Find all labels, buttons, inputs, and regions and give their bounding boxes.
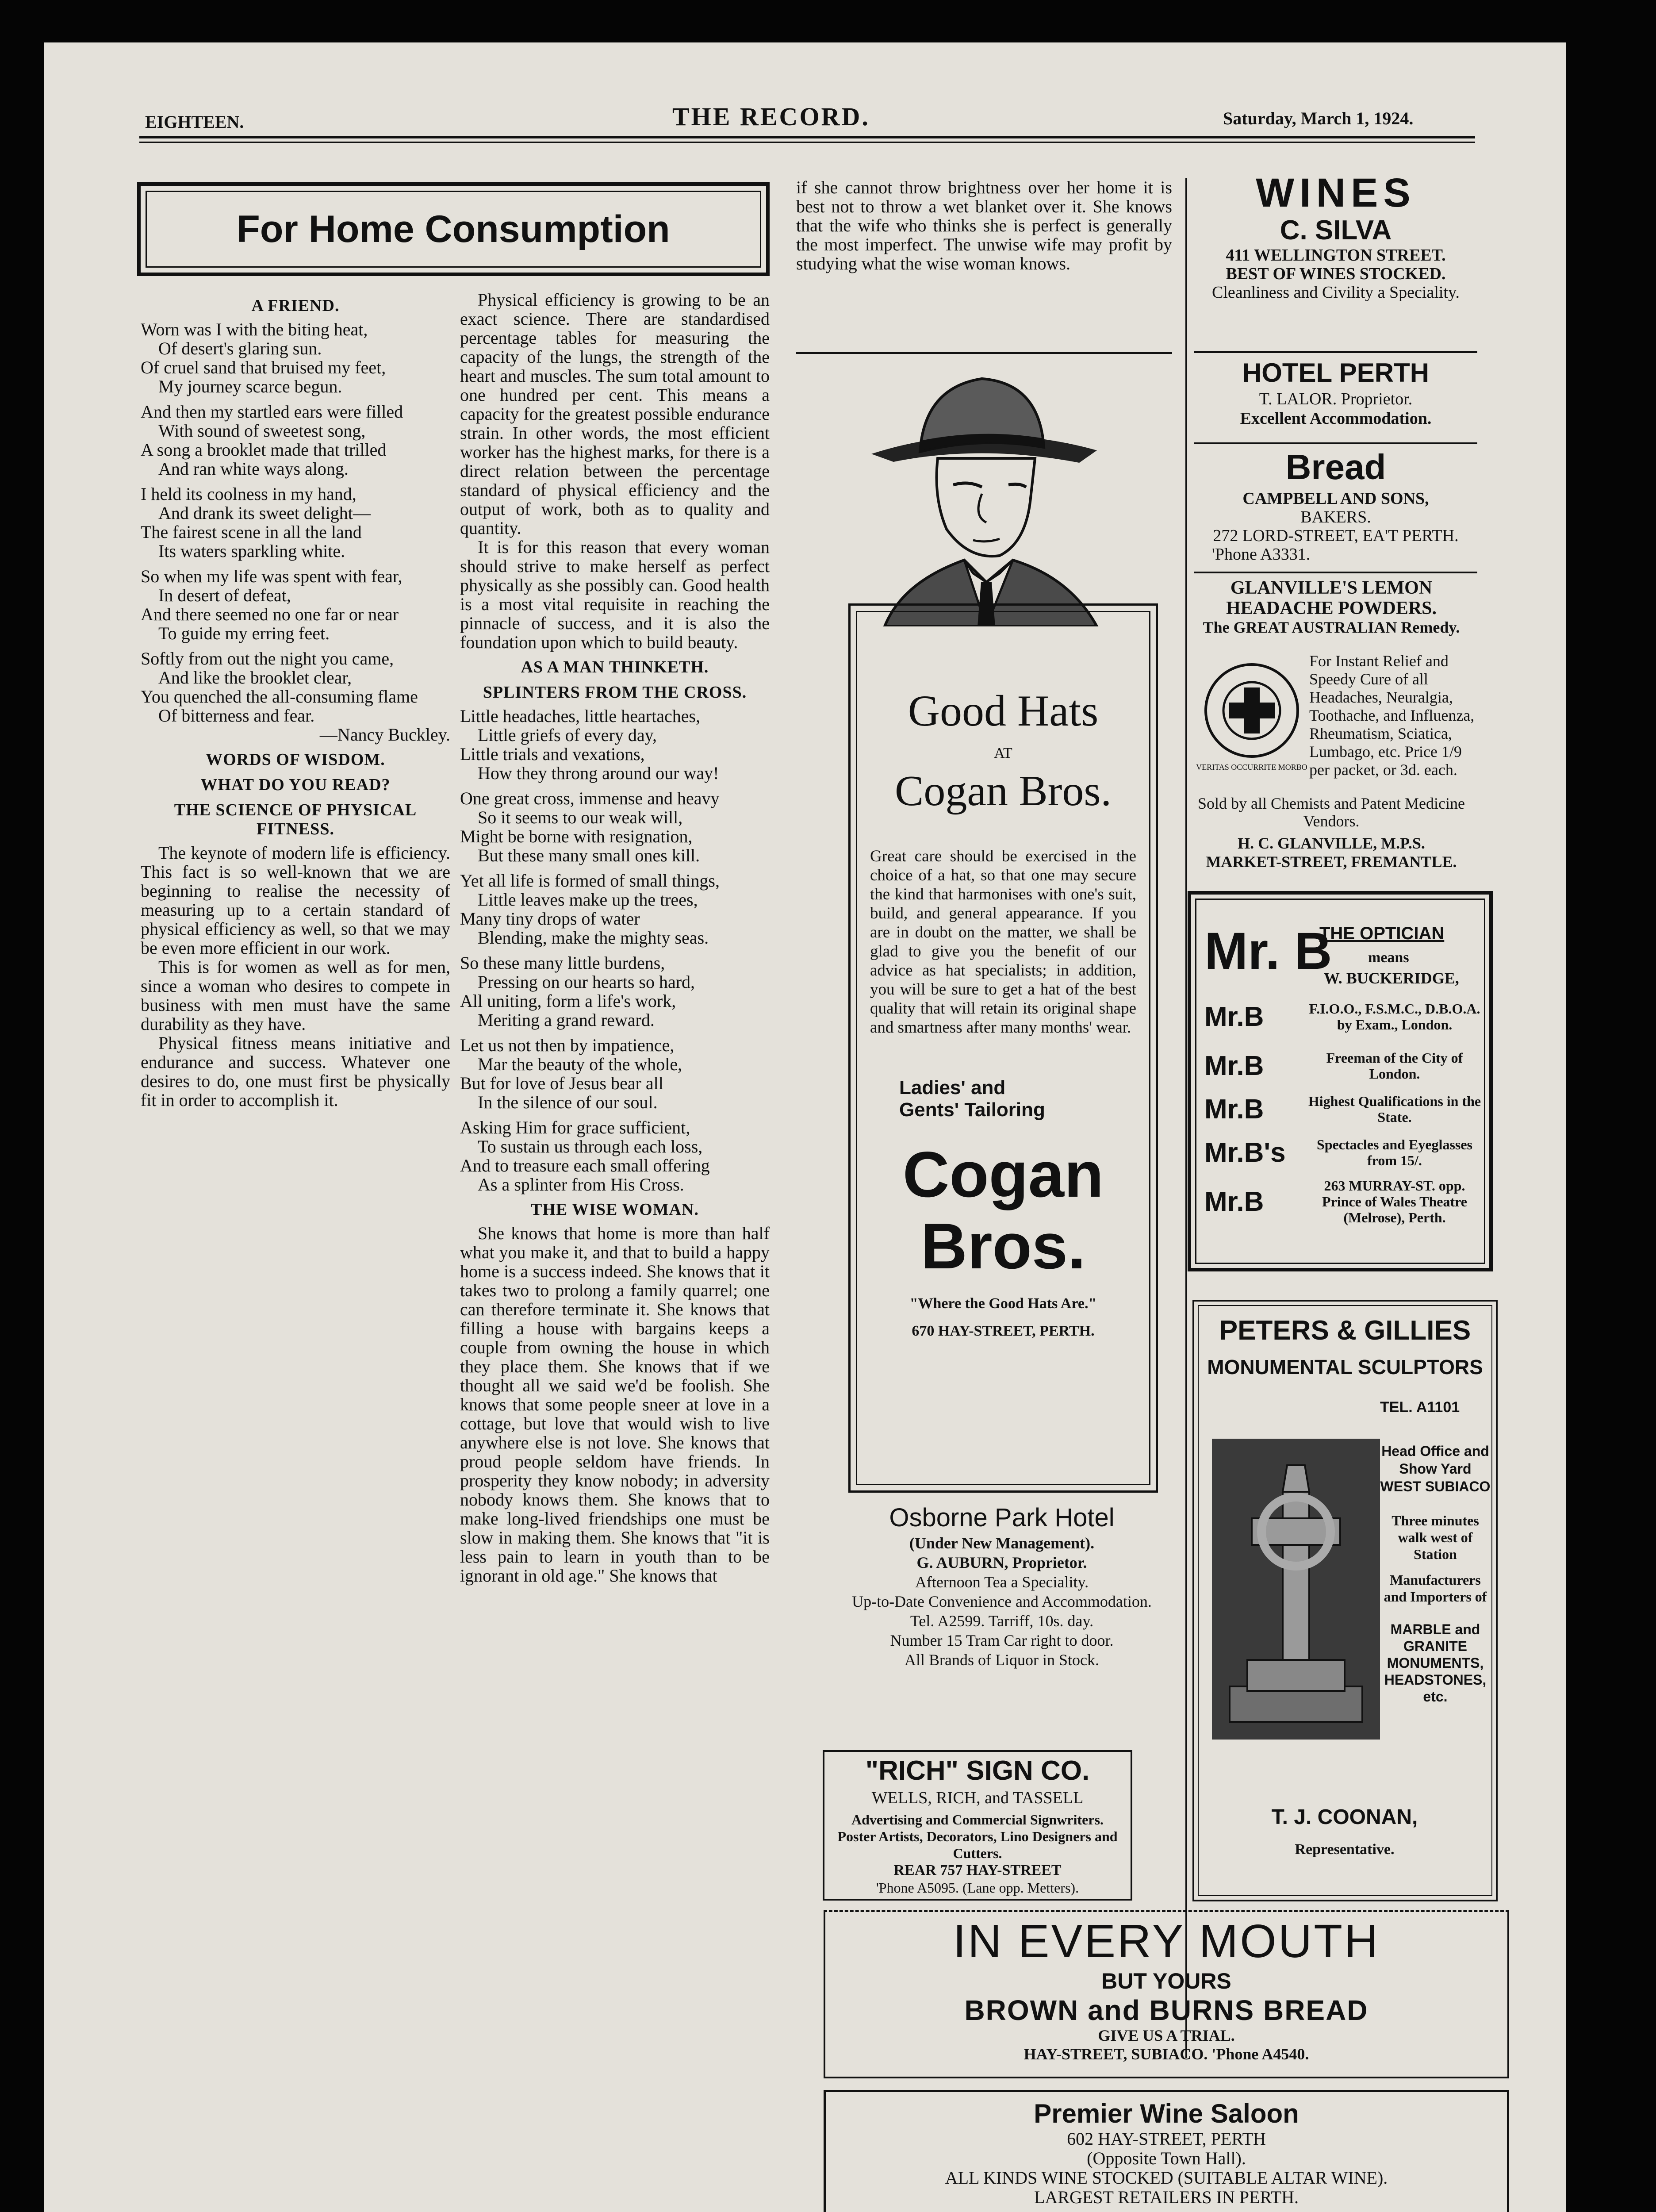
poem-line: So these many little burdens,: [460, 953, 665, 973]
big-name-line: Cogan: [902, 1138, 1104, 1210]
heading-splinters: SPLINTERS FROM THE CROSS.: [483, 683, 747, 702]
hotel-line: Tel. A2599. Tarriff, 10s. day.: [910, 1612, 1094, 1630]
peters-representative: T. J. COONAN,: [1271, 1805, 1418, 1829]
hotel-perth-ad: [1194, 357, 1477, 441]
optician-row: [1204, 1087, 1483, 1131]
medical-cross-seal-icon: [1203, 662, 1300, 759]
peters-subtitle: MONUMENTAL SCULPTORS: [1207, 1356, 1483, 1379]
wines-ad: [1194, 171, 1477, 348]
bread-line: BAKERS.: [1300, 508, 1371, 526]
poem-line: Little griefs of every day,: [478, 725, 657, 745]
sign-co-title: "RICH" SIGN CO.: [865, 1755, 1090, 1786]
premier-line: LARGEST RETAILERS IN PERTH.: [1034, 2187, 1299, 2207]
wines-title: WINES: [1256, 171, 1416, 215]
glanville-title: GLANVILLE'S LEMON: [1230, 578, 1433, 598]
poem-line: Many tiny drops of water: [460, 909, 640, 929]
poem-line: Pressing on our hearts so hard,: [478, 972, 695, 992]
sign-co-line: 'Phone A5095. (Lane opp. Metters).: [876, 1880, 1079, 1896]
wines-name: C. SILVA: [1280, 215, 1392, 246]
bread-line: 'Phone A3331.: [1212, 545, 1311, 564]
issue-date: Saturday, March 1, 1924.: [1223, 108, 1414, 128]
hotel-perth-line: T. LALOR. Proprietor.: [1259, 390, 1413, 408]
poem-line: As a splinter from His Cross.: [478, 1175, 684, 1194]
poem-line: So when my life was spent with fear,: [141, 566, 402, 586]
peters-line: Head Office and Show Yard WEST SUBIACO: [1380, 1443, 1491, 1494]
ad-at: AT: [994, 745, 1012, 761]
paragraph: Physical fitness means initiative and endurance and success. Whatever one desires to do, one must first be physically fit in order to accomplish it.: [141, 1033, 450, 1110]
section-title: For Home Consumption: [237, 208, 670, 250]
poem-line: Little headaches, little heartaches,: [460, 706, 701, 726]
optician-row-text: F.I.O.O., F.S.M.C., D.B.O.A. by Exam., London.: [1309, 1001, 1480, 1033]
poem-line: Blending, make the mighty seas.: [478, 928, 709, 948]
optician-big-name: Mr. B: [1204, 922, 1332, 980]
paragraph: It is for this reason that every woman should strive to make herself as perfect physically as she possibly can. Good health is a most vital requisite in reaching the pinnacle of success, and it is also the foundation upon which to build beauty.: [460, 537, 770, 652]
poem-line: One great cross, immense and heavy: [460, 788, 720, 808]
wines-line: 411 WELLINGTON STREET.: [1226, 246, 1446, 265]
man-in-hat-illustration: [840, 352, 1132, 626]
optician-means: means: [1368, 949, 1409, 966]
optician-row: [1204, 989, 1483, 1044]
poem-line: All uniting, form a life's work,: [460, 991, 676, 1011]
poem-line: With sound of sweetest song,: [158, 421, 366, 441]
mouth-line: GIVE US A TRIAL.: [1098, 2027, 1235, 2044]
premier-wine-saloon-ad: [824, 2090, 1509, 2212]
paragraph: The keynote of modern life is efficiency. This fact is so well-known that we are beginning to realise the necessity of measuring up to a certain standard of physical efficiency as well, so that we may be even more efficient in our work.: [141, 843, 450, 958]
paragraph: This is for women as well as for men, since a woman who desires to compete in business with men must have the same durability as they have.: [141, 957, 450, 1034]
poem-line: You quenched the all-consuming flame: [141, 687, 418, 707]
optician-row: [1204, 1044, 1483, 1087]
hotel-perth-line: Excellent Accommodation.: [1240, 409, 1432, 428]
poem-line: And then my startled ears were filled: [141, 402, 403, 422]
peters-line: Manufacturers and Importers of: [1384, 1572, 1487, 1605]
optician-mr-b: Mr.B: [1204, 1094, 1264, 1125]
masthead-rule: [139, 142, 1475, 143]
poem-line: Little leaves make up the trees,: [478, 890, 698, 910]
middle-text-column: [460, 290, 770, 2212]
poem-line: Little trials and vexations,: [460, 744, 645, 764]
tailoring-line: Ladies' and: [899, 1077, 1006, 1098]
poem-line: And ran white ways along.: [158, 459, 349, 479]
poem-line: And there seemed no one far or near: [141, 604, 399, 624]
poem-line: To sustain us through each loss,: [478, 1137, 703, 1156]
tailoring-line: Gents' Tailoring: [899, 1099, 1045, 1121]
optician-mr-b: Mr.B: [1204, 1001, 1264, 1032]
brown-burns-bread-ad: [824, 1910, 1509, 2078]
peters-phone: TEL. A1101: [1380, 1399, 1460, 1416]
poem-line: And drank its sweet delight—: [158, 503, 371, 523]
poem-line: Of desert's glaring sun.: [158, 338, 322, 358]
poem-line: I held its coolness in my hand,: [141, 484, 356, 504]
heading-as-a-man-thinketh: AS A MAN THINKETH.: [521, 658, 709, 676]
celtic-cross-headstone-illustration: [1212, 1439, 1380, 1740]
ad-rule: [1194, 351, 1477, 353]
ad-tagline: "Where the Good Hats Are.": [909, 1295, 1097, 1312]
glanville-line: MARKET-STREET, FREMANTLE.: [1206, 853, 1457, 871]
cogan-bros-ad: [848, 603, 1158, 1493]
hotel-line: Afternoon Tea a Speciality.: [915, 1573, 1089, 1591]
poem-line: Meriting a grand reward.: [478, 1010, 655, 1030]
wise-woman-text-end: if she cannot throw brightness over her home it is best not to throw a wet blanket over it. She knows that the wife who thinks she is perfect is generally the most imperfect. The unwise wife may profit by studying what the wise woman knows.: [796, 178, 1172, 273]
sign-co-line: Advertising and Commercial Signwriters. Poster Artists, Decorators, Lino Designers and Cutters.: [837, 1812, 1118, 1861]
newspaper-page: [44, 42, 1566, 2212]
poem-line: How they throng around our way!: [478, 763, 719, 783]
optician-mr-b: Mr.B: [1204, 1186, 1264, 1217]
optician-row-text: Highest Qualifications in the State.: [1308, 1093, 1481, 1125]
glanville-line: Sold by all Chemists and Patent Medicine Vendors.: [1198, 795, 1465, 830]
poem-line: Softly from out the night you came,: [141, 649, 394, 668]
heading-what-do-you-read: WHAT DO YOU READ?: [200, 776, 391, 794]
hotel-perth-title: HOTEL PERTH: [1242, 358, 1430, 388]
poem-line: A song a brooklet made that trilled: [141, 440, 387, 460]
premier-line: (Opposite Town Hall).: [1087, 2148, 1246, 2168]
poem-line: But for love of Jesus bear all: [460, 1073, 663, 1093]
optician-mr-b: Mr.B: [1204, 1050, 1264, 1081]
bread-line: CAMPBELL AND SONS,: [1242, 489, 1429, 508]
bread-title: Bread: [1285, 447, 1386, 487]
hotel-line: Up-to-Date Convenience and Accommodation.: [852, 1593, 1152, 1610]
ad-big-name: [851, 1139, 1156, 1282]
column-rule: [1185, 178, 1187, 2058]
ad-address: 670 HAY-STREET, PERTH.: [912, 1323, 1095, 1339]
ad-tailoring: [899, 1077, 1156, 1121]
optician-row: [1204, 1131, 1483, 1174]
rich-sign-co-ad: [823, 1750, 1132, 1901]
peters-role: Representative.: [1295, 1841, 1395, 1858]
hotel-line: All Brands of Liquor in Stock.: [905, 1651, 1099, 1669]
peters-title: PETERS & GILLIES: [1219, 1315, 1471, 1346]
premier-title: Premier Wine Saloon: [1034, 2099, 1299, 2128]
page-number: EIGHTEEN.: [145, 112, 244, 132]
mouth-line: HAY-STREET, SUBIACO. 'Phone A4540.: [1024, 2045, 1309, 2063]
masthead-rule: [139, 136, 1475, 138]
optician-row-text: Freeman of the City of London.: [1326, 1050, 1463, 1082]
poem-line: The fairest scene in all the land: [141, 522, 362, 542]
poem-line: In desert of defeat,: [158, 585, 291, 605]
bread-line: 272 LORD-STREET, EA'T PERTH.: [1213, 526, 1459, 545]
ad-rule: [1194, 572, 1477, 573]
hotel-title: Osborne Park Hotel: [889, 1503, 1115, 1532]
poem-line: In the silence of our soul.: [478, 1092, 658, 1112]
wines-line: Cleanliness and Civility a Speciality.: [1211, 283, 1460, 302]
optician-row-text: Spectacles and Eyeglasses from 15/.: [1317, 1137, 1472, 1168]
poem-line: Might be borne with resignation,: [460, 826, 693, 846]
poem-line: And to treasure each small offering: [460, 1156, 710, 1175]
physical-fitness-text: [141, 843, 450, 1110]
optician-rows: [1204, 989, 1483, 1229]
ad-rule: [1194, 442, 1477, 444]
heading-physical-fitness: THE SCIENCE OF PHYSICAL FITNESS.: [174, 801, 417, 838]
section-title-box: [137, 182, 770, 276]
sign-co-line: REAR 757 HAY-STREET: [893, 1862, 1062, 1878]
heading-a-friend: A FRIEND.: [251, 296, 340, 315]
poem-line: So it seems to our weak will,: [478, 807, 683, 827]
ad-headline: Good Hats: [908, 686, 1099, 735]
poem-line: Of bitterness and fear.: [158, 706, 315, 726]
osborne-park-hotel-ad: [816, 1502, 1188, 1741]
hotel-line: (Under New Management).: [909, 1534, 1095, 1552]
wise-woman-continued: [796, 178, 1172, 350]
heading-words-of-wisdom: WORDS OF WISDOM.: [206, 750, 385, 769]
glanville-title: HEADACHE POWDERS.: [1226, 598, 1437, 618]
paragraph: Physical efficiency is growing to be an exact science. There are standardised percentage tables for measuring the capacity of the lungs, the strength of the heart and muscles. The sum total amount to one hundred per cent. This means a capacity for the greatest possible endurance strain. In other words, the most efficient worker has the highest marks, for there is a direct relation between the percentage standard of physical efficiency and the output of work, both as to quality and quantity.: [460, 290, 770, 538]
mouth-line: BUT YOURS: [1101, 1969, 1231, 1993]
poem-line: And like the brooklet clear,: [158, 668, 352, 687]
hotel-line: G. AUBURN, Proprietor.: [916, 1554, 1087, 1571]
optician-row: [1204, 1174, 1483, 1229]
hotel-line: Number 15 Tram Car right to door.: [890, 1632, 1114, 1649]
poem-line: Its waters sparkling white.: [158, 541, 345, 561]
premier-line: ALL KINDS WINE STOCKED (SUITABLE ALTAR WINE).: [945, 2168, 1388, 2188]
optician-ad: [1188, 891, 1493, 1271]
optician-heading: THE OPTICIAN: [1319, 924, 1445, 943]
mouth-headline: IN EVERY MOUTH: [953, 1915, 1380, 1967]
poem-a-friend: [141, 320, 450, 725]
heading-wise-woman: THE WISE WOMAN.: [531, 1200, 699, 1219]
poem-splinters: [460, 707, 770, 1194]
poem-line: Let us not then by impatience,: [460, 1035, 675, 1055]
glanville-body: For Instant Relief and Speedy Cure of all Headaches, Neuralgia, Toothache, and Influenza, Rheumatism, Sciatica, Lumbago, etc. Price 1/9 per packet, or 3d. each.: [1309, 652, 1475, 779]
glanville-powders-ad: [1177, 578, 1486, 887]
poem-author: —Nancy Buckley.: [319, 725, 450, 745]
poem-line: My journey scarce begun.: [158, 376, 342, 396]
poem-line: Of cruel sand that bruised my feet,: [141, 357, 386, 377]
ad-firm: Cogan Bros.: [895, 767, 1112, 815]
newspaper-title: THE RECORD.: [672, 102, 870, 131]
wines-line: BEST OF WINES STOCKED.: [1226, 265, 1446, 283]
peters-gillies-ad: [1192, 1300, 1498, 1901]
bread-ad: [1194, 445, 1477, 569]
physical-fitness-text-continued: [460, 290, 770, 652]
left-text-column: [141, 290, 450, 2212]
optician-row-text: 263 MURRAY-ST. opp. Prince of Wales Theatre (Melrose), Perth.: [1322, 1178, 1467, 1225]
peters-line: MARBLE and GRANITE MONUMENTS, HEADSTONES, etc.: [1384, 1621, 1487, 1705]
poem-line: Asking Him for grace sufficient,: [460, 1118, 690, 1137]
optician-mr-b: Mr.B's: [1204, 1137, 1286, 1168]
peters-line: Three minutes walk west of Station: [1392, 1513, 1479, 1562]
sign-co-line: WELLS, RICH, and TASSELL: [871, 1789, 1084, 1807]
seal-motto: VERITAS OCCURRITE MORBO: [1196, 763, 1307, 772]
poem-line: To guide my erring feet.: [158, 623, 330, 643]
ad-body: Great care should be exercised in the choice of a hat, so that one may secure the kind that harmonises with one's suit, build, and general appearance. If you are in doubt on the matter, we shall be glad to give you the benefit of our advice as hat specialists; in addition, you will be sure to get a hat of the best quality that will retain its original shape and smartness after many months' wear.: [870, 847, 1136, 1037]
poem-line: Yet all life is formed of small things,: [460, 871, 720, 891]
glanville-title: The GREAT AUSTRALIAN Remedy.: [1203, 618, 1460, 636]
poem-line: But these many small ones kill.: [478, 845, 700, 865]
optician-name: W. BUCKERIDGE,: [1324, 969, 1459, 987]
glanville-line: H. C. GLANVILLE, M.P.S.: [1238, 834, 1425, 852]
wise-woman-text: She knows that home is more than half what you make it, and that to build a happy home is a success indeed. She knows that it takes two to prolong a family quarrel; one can therefore terminate it. She knows that filling a house with bargains keeps a couple from owning the house in which they place them. She knows that if we thought all we said we'd be foolish. She knows that some people sneer at love in a cottage, but love that would wish to live anywhere else is not love. She knows that proud people seldom have friends. In prosperity they know nobody; in adversity nobody knows them. She knows that to make long-lived friendships one must be slow in making them. She knows that "it is less pain to learn in youth than to be ignorant in old age." She knows that: [460, 1223, 770, 1586]
premier-line: 602 HAY-STREET, PERTH: [1067, 2129, 1266, 2149]
mouth-line: BROWN and BURNS BREAD: [964, 1994, 1368, 2026]
poem-line: Worn was I with the biting heat,: [141, 319, 368, 339]
poem-line: Mar the beauty of the whole,: [478, 1054, 682, 1074]
big-name-line: Bros.: [920, 1210, 1086, 1282]
